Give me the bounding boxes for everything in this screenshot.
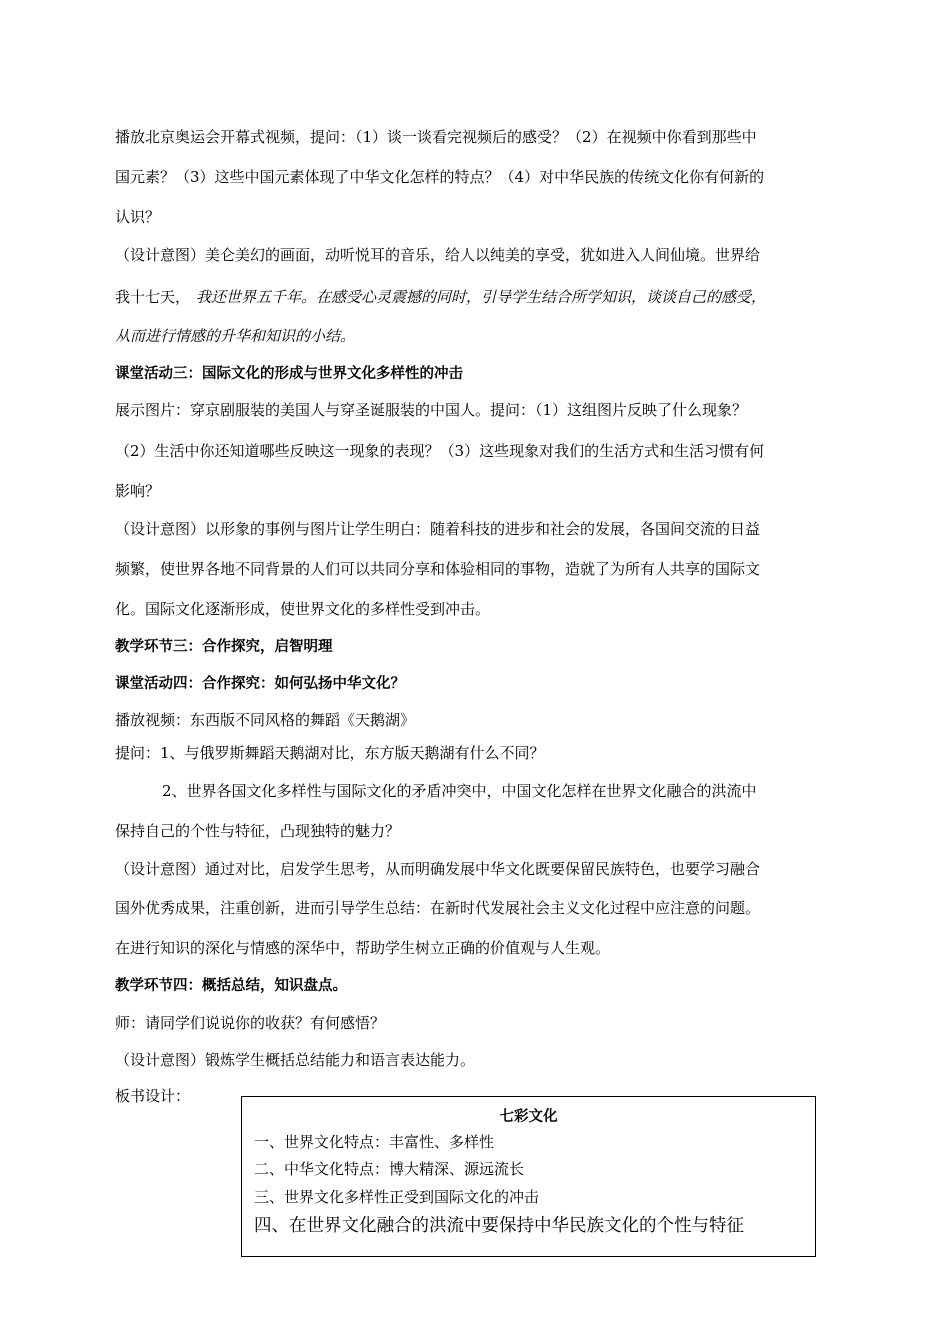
design-intent-line: 频繁，使世界各地不同背景的人们可以共同分享和体验相同的事物，造就了为所有人共享的国际文 (115, 560, 761, 578)
design-intent-line: 国外优秀成果，注重创新，进而引导学生总结：在新时代发展社会主义文化过程中应注意的问题。 (115, 899, 761, 917)
paragraph-line: 认识？ (115, 208, 161, 226)
board-title: 七彩文化 (499, 1109, 558, 1125)
section-heading: 教学环节三：合作探究，启智明理 (115, 639, 333, 655)
board-item: 一、世界文化特点：丰富性、多样性 (254, 1133, 495, 1151)
paragraph-line: 播放北京奥运会开幕式视频，提问：（1）谈一谈看完视频后的感受？（2）在视频中你看到那些中 (115, 128, 757, 146)
paragraph-line: 保持自己的个性与特征，凸现独特的魅力？ (115, 822, 401, 840)
paragraph-line: 国元素？（3）这些中国元素体现了中华文化怎样的特点？（4）对中华民族的传统文化你有何新的 (115, 168, 765, 186)
board-item: 三、世界文化多样性正受到国际文化的冲击 (254, 1188, 540, 1206)
section-heading: 教学环节四：概括总结，知识盘点。 (115, 978, 347, 994)
design-intent-line: 在进行知识的深化与情感的深华中，帮助学生树立正确的价值观与人生观。 (115, 939, 611, 957)
paragraph-line: （设计意图）锻炼学生概括总结能力和语言表达能力。 (115, 1051, 476, 1069)
paragraph-line: （2）生活中你还知道哪些反映这一现象的表现？（3）这些现象对我们的生活方式和生活习惯有何 (115, 442, 765, 460)
design-intent-line: （设计意图）美仑美幻的画面，动听悦耳的音乐，给人以纯美的享受，犹如进入人间仙境。世界给 (115, 246, 761, 264)
design-intent-line: 化。国际文化逐渐形成，使世界文化的多样性受到冲击。 (115, 600, 491, 618)
design-intent-line: （设计意图）以形象的事例与图片让学生明白：随着科技的进步和社会的发展，各国间交流的日益 (115, 520, 761, 538)
board-design-label: 板书设计： (115, 1087, 191, 1105)
section-heading: 课堂活动四：合作探究：如何弘扬中华文化？ (115, 676, 405, 692)
board-item: 四、在世界文化融合的洪流中要保持中华民族文化的个性与特征 (254, 1216, 744, 1236)
blackboard-design-box (241, 1096, 816, 1257)
design-intent-normal: 我十七天， (115, 288, 191, 306)
paragraph-line: 影响？ (115, 482, 161, 500)
paragraph-line: 提问：1、与俄罗斯舞蹈天鹅湖对比，东方版天鹅湖有什么不同？ (115, 744, 545, 762)
design-intent-line: （设计意图）通过对比，启发学生思考，从而明确发展中华文化既要保留民族特色，也要学习融合 (115, 860, 761, 878)
design-intent-italic: 我还世界五千年。在感受心灵震撼的同时，引导学生结合所学知识，谈谈自己的感受， (196, 288, 767, 306)
design-intent-line: 从而进行情感的升华和知识的小结。 (115, 327, 356, 345)
paragraph-line: 师：请同学们说说你的收获？有何感悟？ (115, 1014, 386, 1032)
paragraph-line: 展示图片：穿京剧服装的美国人与穿圣诞服装的中国人。提问：（1）这组图片反映了什么现象？ (115, 401, 748, 419)
board-item: 二、中华文化特点：博大精深、源远流长 (254, 1160, 525, 1178)
design-intent-line (115, 287, 766, 307)
paragraph-line: 2、世界各国文化多样性与国际文化的矛盾冲突中，中国文化怎样在世界文化融合的洪流中 (162, 782, 757, 800)
paragraph-line: 播放视频：东西版不同风格的舞蹈《天鹅湖》 (115, 711, 416, 729)
section-heading: 课堂活动三：国际文化的形成与世界文化多样性的冲击 (115, 366, 463, 382)
